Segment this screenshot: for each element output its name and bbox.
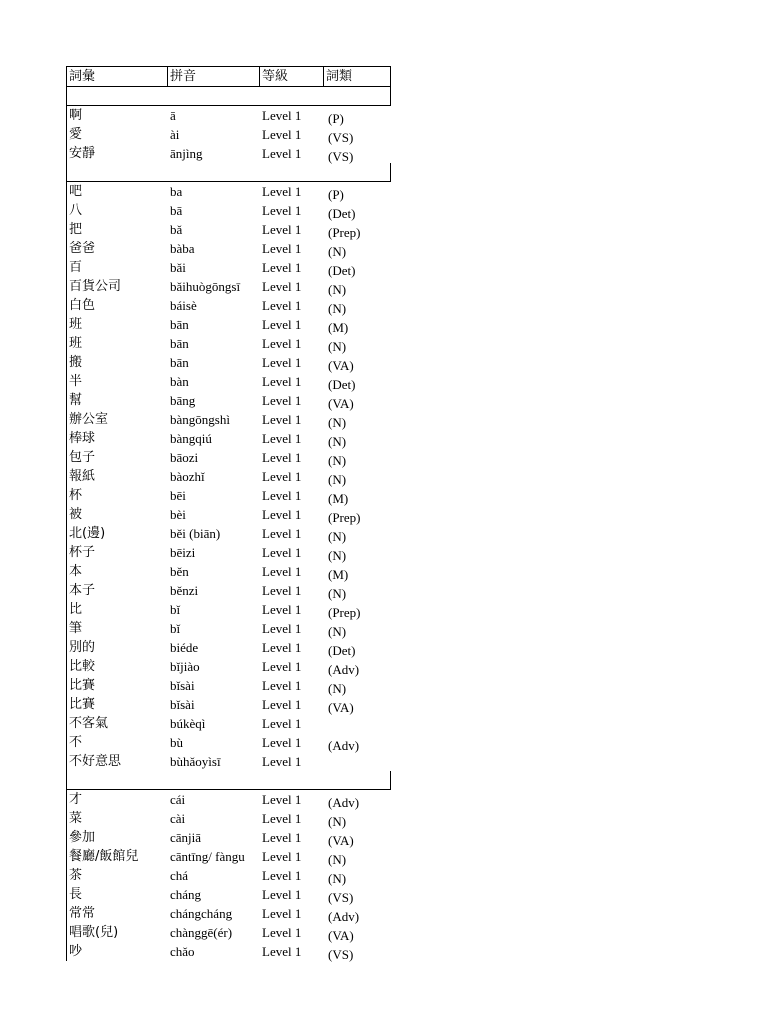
pinyin-cell: báisè: [170, 298, 197, 313]
vocabulary-cell: 爸爸: [69, 241, 96, 256]
vocabulary-cell: 別的: [69, 640, 96, 655]
level-cell: Level 1: [262, 393, 302, 408]
pinyin-cell: bàngōngshì: [170, 412, 230, 427]
part-of-speech-cell: (M): [328, 567, 349, 582]
level-cell: Level 1: [262, 355, 302, 370]
part-of-speech-cell: (Adv): [328, 909, 360, 924]
vocabulary-cell: 比較: [69, 659, 96, 674]
table-row: [67, 790, 391, 809]
table-row: [67, 201, 391, 220]
level-cell: Level 1: [262, 374, 302, 389]
table-row: [67, 353, 391, 372]
part-of-speech-cell: (VS): [328, 947, 354, 962]
pinyin-cell: chá: [170, 868, 189, 883]
part-of-speech-cell: (Adv): [328, 738, 360, 753]
table-row: [67, 581, 391, 600]
vocabulary-cell: 不客氣: [69, 716, 109, 731]
table-row: [67, 885, 391, 904]
table-row: [67, 144, 391, 163]
header-level: 等級: [260, 67, 324, 86]
vocabulary-cell: 比賽: [69, 697, 96, 712]
vocabulary-cell: 報紙: [69, 469, 96, 484]
table-row: [67, 942, 391, 961]
vocabulary-cell: 吧: [69, 184, 83, 199]
level-cell: Level 1: [262, 925, 302, 940]
pinyin-cell: bǎi: [170, 260, 186, 275]
part-of-speech-cell: (Adv): [328, 795, 360, 810]
pinyin-cell: bǐjiào: [170, 659, 200, 674]
pinyin-cell: ā: [170, 108, 176, 123]
vocabulary-cell: 幫: [69, 393, 83, 408]
vocabulary-cell: 半: [69, 374, 83, 389]
table-row: [67, 334, 391, 353]
header-pinyin: 拼音: [168, 67, 260, 86]
level-cell: Level 1: [262, 526, 302, 541]
pinyin-cell: běnzi: [170, 583, 199, 598]
level-cell: Level 1: [262, 621, 302, 636]
level-cell: Level 1: [262, 469, 302, 484]
level-cell: Level 1: [262, 222, 302, 237]
pinyin-cell: běi (biān): [170, 526, 221, 541]
pinyin-cell: bān: [170, 355, 189, 370]
part-of-speech-cell: (M): [328, 491, 349, 506]
part-of-speech-cell: (N): [328, 548, 347, 563]
part-of-speech-cell: (Det): [328, 206, 356, 221]
table-row: [67, 866, 391, 885]
vocabulary-cell: 菜: [69, 811, 83, 826]
pinyin-cell: bān: [170, 317, 189, 332]
part-of-speech-cell: (N): [328, 586, 347, 601]
level-cell: Level 1: [262, 811, 302, 826]
part-of-speech-cell: (VS): [328, 130, 354, 145]
vocabulary-cell: 不: [69, 735, 83, 750]
table-row: [67, 714, 391, 733]
pinyin-cell: bǐsài: [170, 697, 195, 712]
table-row: [67, 752, 391, 771]
vocabulary-cell: 杯: [69, 488, 83, 503]
vocabulary-cell: 白色: [69, 298, 96, 313]
level-cell: Level 1: [262, 944, 302, 959]
level-cell: Level 1: [262, 412, 302, 427]
table-row: [67, 562, 391, 581]
level-cell: Level 1: [262, 431, 302, 446]
vocabulary-cell: 比: [69, 602, 83, 617]
pinyin-cell: ba: [170, 184, 183, 199]
part-of-speech-cell: (VA): [328, 396, 354, 411]
part-of-speech-cell: (VA): [328, 358, 354, 373]
table-row: [67, 106, 391, 125]
part-of-speech-cell: (N): [328, 472, 347, 487]
vocabulary-cell: 本子: [69, 583, 96, 598]
header-part-of-speech: 詞類: [326, 69, 353, 84]
level-cell: Level 1: [262, 659, 302, 674]
level-cell: Level 1: [262, 849, 302, 864]
level-cell: Level 1: [262, 602, 302, 617]
table-row: [67, 429, 391, 448]
table-body: [67, 87, 391, 961]
table-row: [67, 809, 391, 828]
part-of-speech-cell: (N): [328, 852, 347, 867]
level-cell: Level 1: [262, 906, 302, 921]
level-cell: Level 1: [262, 146, 302, 161]
level-cell: Level 1: [262, 830, 302, 845]
pinyin-cell: bǐ: [170, 621, 181, 636]
vocabulary-cell: 啊: [69, 108, 83, 123]
part-of-speech-cell: (N): [328, 282, 347, 297]
table-row: [67, 182, 391, 201]
pinyin-cell: cài: [170, 811, 186, 826]
vocabulary-cell: 北(邊): [69, 526, 106, 541]
header-vocabulary: 詞彙: [67, 67, 168, 86]
level-cell: Level 1: [262, 697, 302, 712]
vocabulary-cell: 餐廳/飯館兒: [69, 849, 139, 864]
part-of-speech-cell: [324, 755, 390, 774]
table-row: [67, 828, 391, 847]
header-row: [67, 66, 391, 87]
table-row: [67, 220, 391, 239]
table-row: [67, 638, 391, 657]
pinyin-cell: chángcháng: [170, 906, 233, 921]
vocabulary-cell: 被: [69, 507, 83, 522]
part-of-speech-cell: (Det): [328, 377, 356, 392]
table-row: [67, 448, 391, 467]
vocabulary-cell: 長: [69, 887, 83, 902]
level-cell: Level 1: [262, 716, 302, 731]
vocabulary-cell: 常常: [69, 906, 96, 921]
vocabulary-cell: 筆: [69, 621, 83, 636]
part-of-speech-cell: (N): [328, 624, 347, 639]
vocabulary-cell: 參加: [69, 830, 96, 845]
level-cell: Level 1: [262, 450, 302, 465]
level-cell: Level 1: [262, 336, 302, 351]
part-of-speech-cell: (N): [328, 434, 347, 449]
level-cell: Level 1: [262, 887, 302, 902]
vocabulary-cell: 班: [69, 317, 83, 332]
table-row: [67, 676, 391, 695]
table-row: [67, 619, 391, 638]
pinyin-cell: bàn: [170, 374, 189, 389]
vocabulary-cell: 才: [69, 792, 83, 807]
table-row: [67, 372, 391, 391]
pinyin-cell: bǎ: [170, 222, 183, 237]
pinyin-cell: cānjiā: [170, 830, 202, 845]
pinyin-cell: bùhǎoyìsī: [170, 754, 221, 769]
pinyin-cell: biéde: [170, 640, 199, 655]
level-cell: Level 1: [262, 564, 302, 579]
part-of-speech-cell: (Prep): [328, 510, 361, 525]
vocabulary-cell: 愛: [69, 127, 83, 142]
level-cell: Level 1: [262, 488, 302, 503]
part-of-speech-cell: (Prep): [328, 225, 361, 240]
part-of-speech-cell: (N): [328, 415, 347, 430]
pinyin-cell: bāozi: [170, 450, 199, 465]
pinyin-cell: bān: [170, 336, 189, 351]
table-row: [67, 258, 391, 277]
part-of-speech-cell: (N): [328, 681, 347, 696]
pinyin-cell: ài: [170, 127, 180, 142]
table-row: [67, 125, 391, 144]
table-row: [67, 543, 391, 562]
part-of-speech-cell: (N): [328, 529, 347, 544]
level-cell: Level 1: [262, 184, 302, 199]
pinyin-cell: chànggē(ér): [170, 925, 233, 940]
vocabulary-cell: 班: [69, 336, 83, 351]
part-of-speech-cell: (N): [328, 339, 347, 354]
pinyin-cell: bǎihuògōngsī: [170, 279, 241, 294]
part-of-speech-cell: (N): [328, 453, 347, 468]
pinyin-cell: bēi: [170, 488, 186, 503]
table-row: [67, 733, 391, 752]
table-row: [67, 296, 391, 315]
pinyin-cell: bù: [170, 735, 183, 750]
level-cell: Level 1: [262, 108, 302, 123]
part-of-speech-cell: (N): [328, 301, 347, 316]
vocabulary-cell: 棒球: [69, 431, 96, 446]
pinyin-cell: bàba: [170, 241, 195, 256]
part-of-speech-cell: (VA): [328, 928, 354, 943]
pinyin-cell: bēizi: [170, 545, 196, 560]
vocabulary-cell: 搬: [69, 355, 83, 370]
vocabulary-cell: 八: [69, 203, 83, 218]
part-of-speech-cell: (P): [328, 111, 344, 126]
part-of-speech-cell: (VS): [328, 890, 354, 905]
pinyin-cell: cāntīng/ fàngu: [170, 849, 245, 864]
part-of-speech-cell: [324, 717, 390, 736]
vocabulary-cell: 百貨公司: [69, 279, 122, 294]
vocabulary-cell: 把: [69, 222, 83, 237]
table-row: [67, 315, 391, 334]
vocabulary-cell: 安靜: [69, 146, 96, 161]
level-cell: Level 1: [262, 678, 302, 693]
part-of-speech-cell: (N): [328, 244, 347, 259]
part-of-speech-cell: (VA): [328, 700, 354, 715]
part-of-speech-cell: (Det): [328, 643, 356, 658]
level-cell: Level 1: [262, 545, 302, 560]
part-of-speech-cell: (M): [328, 320, 349, 335]
table-row: [67, 410, 391, 429]
pinyin-cell: bāng: [170, 393, 196, 408]
level-cell: Level 1: [262, 754, 302, 769]
vocabulary-cell: 茶: [69, 868, 83, 883]
group-separator: [67, 87, 391, 106]
pinyin-cell: bèi: [170, 507, 186, 522]
table-row: [67, 486, 391, 505]
vocabulary-sheet: [66, 66, 391, 961]
table-row: [67, 904, 391, 923]
level-cell: Level 1: [262, 127, 302, 142]
pinyin-cell: cháng: [170, 887, 202, 902]
vocabulary-cell: 杯子: [69, 545, 96, 560]
pinyin-cell: bā: [170, 203, 183, 218]
pinyin-cell: bàngqiú: [170, 431, 212, 446]
level-cell: Level 1: [262, 507, 302, 522]
table-row: [67, 695, 391, 714]
vocabulary-cell: 本: [69, 564, 83, 579]
table-row: [67, 524, 391, 543]
level-cell: Level 1: [262, 317, 302, 332]
vocabulary-cell: 包子: [69, 450, 96, 465]
part-of-speech-cell: (Adv): [328, 662, 360, 677]
part-of-speech-cell: (VA): [328, 833, 354, 848]
level-cell: Level 1: [262, 792, 302, 807]
pinyin-cell: búkèqì: [170, 716, 206, 731]
table-row: [67, 277, 391, 296]
vocabulary-cell: 辦公室: [69, 412, 109, 427]
table-row: [67, 657, 391, 676]
pinyin-cell: bàozhǐ: [170, 469, 205, 484]
part-of-speech-cell: (Det): [328, 263, 356, 278]
table-row: [67, 467, 391, 486]
level-cell: Level 1: [262, 868, 302, 883]
table-row: [67, 505, 391, 524]
vocabulary-cell: 唱歌(兒): [69, 925, 119, 940]
part-of-speech-cell: (VS): [328, 149, 354, 164]
level-cell: Level 1: [262, 203, 302, 218]
vocabulary-cell: 比賽: [69, 678, 96, 693]
pinyin-cell: chǎo: [170, 944, 195, 959]
level-cell: Level 1: [262, 260, 302, 275]
vocabulary-cell: 不好意思: [69, 754, 122, 769]
table-row: [67, 391, 391, 410]
level-cell: Level 1: [262, 298, 302, 313]
part-of-speech-cell: (P): [328, 187, 344, 202]
vocabulary-cell: 百: [69, 260, 83, 275]
level-cell: Level 1: [262, 241, 302, 256]
pinyin-cell: běn: [170, 564, 189, 579]
pinyin-cell: ānjìng: [170, 146, 203, 161]
pinyin-cell: bǐ: [170, 602, 181, 617]
level-cell: Level 1: [262, 583, 302, 598]
level-cell: Level 1: [262, 735, 302, 750]
level-cell: Level 1: [262, 640, 302, 655]
table-row: [67, 923, 391, 942]
part-of-speech-cell: (N): [328, 871, 347, 886]
pinyin-cell: bǐsài: [170, 678, 195, 693]
table-row: [67, 600, 391, 619]
table-row: [67, 847, 391, 866]
part-of-speech-cell: (N): [328, 814, 347, 829]
part-of-speech-cell: (Prep): [328, 605, 361, 620]
pinyin-cell: cái: [170, 792, 186, 807]
vocabulary-cell: 吵: [69, 944, 83, 959]
level-cell: Level 1: [262, 279, 302, 294]
table-row: [67, 239, 391, 258]
